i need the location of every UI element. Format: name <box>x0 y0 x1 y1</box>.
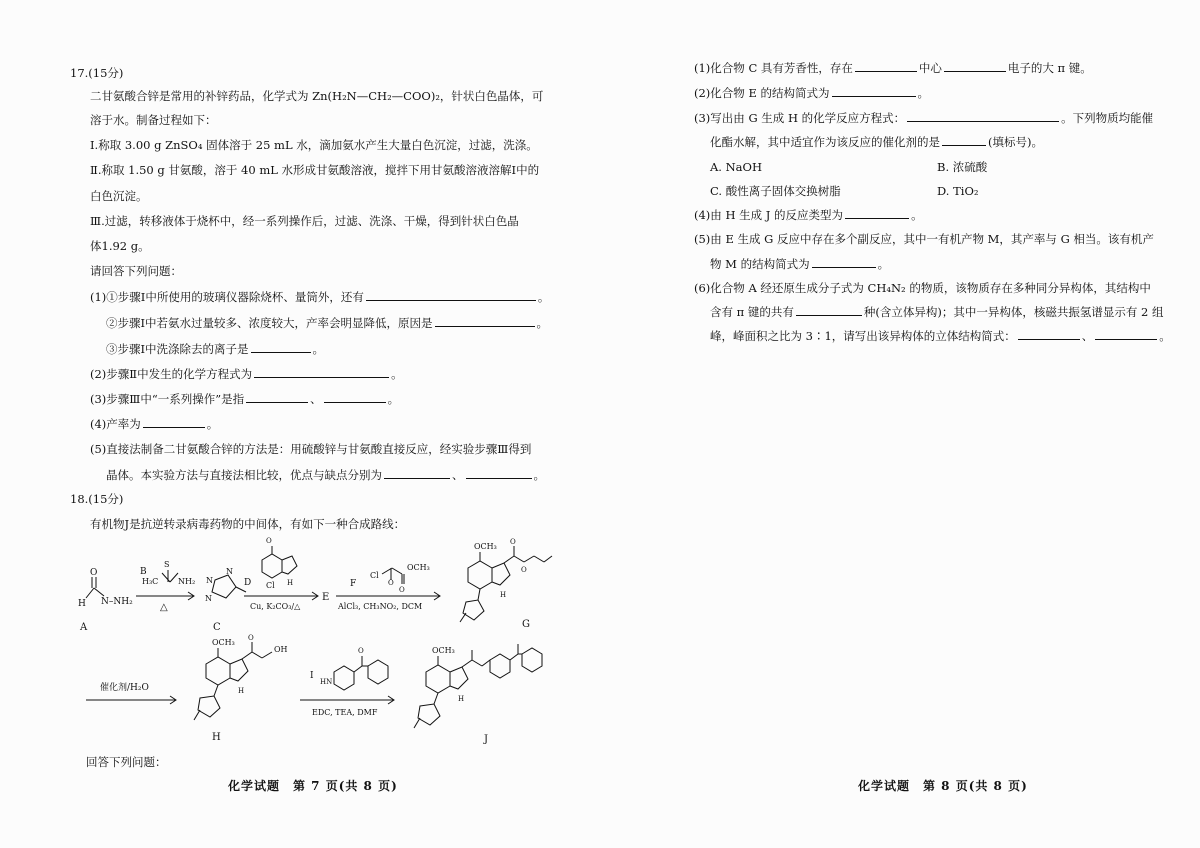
condition-cu-k2co3: Cu, K₂CO₃/△ <box>250 602 301 611</box>
q18-intro: 有机物J是抗逆转录病毒药物的中间体，有如下一种合成路线： <box>90 517 406 531</box>
atom-label: O <box>248 634 254 642</box>
q17-step-2-line-2: 白色沉淀。 <box>90 189 148 203</box>
q18-header: 18.(15分) <box>70 492 124 506</box>
atom-label: O <box>90 568 98 578</box>
q18-answer-prompt: 回答下列问题： <box>86 755 167 769</box>
label-A: A <box>80 622 88 633</box>
atom-label: N–NH₂ <box>101 597 133 607</box>
atom-label: H₃C <box>142 577 159 586</box>
q17-sub-1c: ③步骤Ⅰ中洗涤除去的离子是 。 <box>106 342 325 356</box>
label-I: I <box>310 671 314 681</box>
atom-label: HN <box>320 678 333 686</box>
atom-label: N <box>226 567 233 576</box>
condition-alcl3: AlCl₃, CH₃NO₂, DCM <box>338 602 423 611</box>
atom-label: Cl <box>266 581 275 590</box>
q17-sub-5-line-1: (5)直接法制备二甘氨酸合锌的方法是：用硫酸锌与甘氨酸直接反应，经实验步骤Ⅲ得到 <box>90 442 532 456</box>
answer-blank[interactable] <box>796 305 862 316</box>
label-H: H <box>212 732 221 743</box>
answer-blank[interactable] <box>812 257 876 268</box>
option-a: A. NaOH <box>710 160 762 174</box>
answer-blank[interactable] <box>942 135 986 146</box>
atom-label: OH <box>274 645 288 654</box>
reaction-arrow-5 <box>300 647 394 717</box>
q17-intro-1: 二甘氨酸合锌是常用的补锌药品，化学式为 Zn(H₂N—CH₂—COO)₂，针状白色晶体，可 <box>90 89 544 103</box>
page-7-footer: 化学试题 第 7 页(共 8 页) <box>228 779 398 793</box>
q17-sub-2: (2)步骤Ⅱ中发生的化学方程式为 。 <box>90 367 403 381</box>
atom-label: OCH₃ <box>407 563 430 572</box>
atom-label: H <box>500 591 507 599</box>
atom-label: H <box>287 579 294 587</box>
compound-c-structure <box>205 567 246 603</box>
atom-label: O <box>521 566 527 574</box>
compound-h-structure <box>194 634 288 720</box>
atom-label: N <box>205 594 212 603</box>
label-B: B <box>140 567 147 577</box>
label-E: E <box>322 592 330 603</box>
atom-label: OCH₃ <box>212 638 235 647</box>
reaction-arrow-3 <box>336 563 440 611</box>
q17-step-3-line-2: 体1.92 g。 <box>90 239 150 253</box>
answer-blank[interactable] <box>944 61 1006 72</box>
reaction-arrow-4 <box>86 681 176 704</box>
answer-blank[interactable] <box>845 208 909 219</box>
label-F: F <box>350 579 357 589</box>
answer-blank[interactable] <box>855 61 917 72</box>
answer-blank[interactable] <box>1095 329 1157 340</box>
answer-blank[interactable] <box>1018 329 1080 340</box>
atom-label: O <box>510 538 516 546</box>
atom-label: OCH₃ <box>474 542 497 551</box>
p8-sub-2: (2)化合物 E 的结构简式为 。 <box>694 86 929 100</box>
option-d: D. TiO₂ <box>937 184 979 198</box>
p8-sub-3-line-2: 化酯水解，其中适宜作为该反应的催化剂的是 (填标号)。 <box>710 135 1043 149</box>
q17-header: 17.(15分) <box>70 66 124 80</box>
q17-step-1: Ⅰ.称取 3.00 g ZnSO₄ 固体溶于 25 mL 水，滴加氨水产生大量白色沉淀，过滤，洗涤。 <box>90 138 538 152</box>
atom-label: H <box>238 687 245 695</box>
reaction-arrow-2 <box>244 537 318 611</box>
p8-sub-5-line-1: (5)由 E 生成 G 反应中存在多个副反应，其中一有机产物 M，其产率与 G 相当。该有机产 <box>694 232 1154 246</box>
compound-g-structure <box>460 538 552 622</box>
atom-label: N <box>206 576 213 585</box>
page-8 <box>600 0 1200 848</box>
q17-ask: 请回答下列问题： <box>90 264 182 278</box>
label-J: J <box>484 734 489 745</box>
atom-label: S <box>164 560 170 569</box>
q17-sub-5-line-2: 晶体。本实验方法与直接法相比较，优点与缺点分别为 、 。 <box>106 468 545 482</box>
atom-label: H <box>458 695 465 703</box>
reaction-arrow-1 <box>136 560 195 613</box>
answer-blank[interactable] <box>907 111 1059 122</box>
p8-sub-6-line-3: 峰，峰面积之比为 3∶1，请写出该异构体的立体结构简式： 、 。 <box>710 329 1171 343</box>
label-G: G <box>522 619 530 630</box>
p8-sub-1: (1)化合物 C 具有芳香性，存在 中心 电子的大 π 键。 <box>694 61 1092 75</box>
atom-label: O <box>266 537 272 545</box>
q17-sub-1a: (1)①步骤Ⅰ中所使用的玻璃仪器除烧杯、量筒外，还有 。 <box>90 290 550 304</box>
atom-label: NH₂ <box>178 577 196 586</box>
compound-a-structure <box>78 568 133 609</box>
atom-label: O <box>399 586 405 594</box>
q17-step-3-line-1: Ⅲ.过滤，转移液体于烧杯中，经一系列操作后，过滤、洗涤、干燥，得到针状白色晶 <box>90 214 519 228</box>
atom-label: OCH₃ <box>432 646 455 655</box>
q17-intro-2: 溶于水。制备过程如下： <box>90 113 217 127</box>
condition-edc: EDC, TEA, DMF <box>312 708 378 717</box>
option-b: B. 浓硫酸 <box>937 160 988 174</box>
p8-sub-4: (4)由 H 生成 J 的反应类型为 。 <box>694 208 923 222</box>
condition-heat: △ <box>160 602 168 613</box>
atom-label: Cl <box>370 571 379 580</box>
option-c: C. 酸性离子固体交换树脂 <box>710 184 841 198</box>
p8-sub-5-line-2: 物 M 的结构简式为 。 <box>710 257 890 271</box>
q17-sub-4: (4)产率为 。 <box>90 417 219 431</box>
p8-sub-6-line-1: (6)化合物 A 经还原生成分子式为 CH₄N₂ 的物质，该物质存在多种同分异构体，其结构中 <box>694 281 1151 295</box>
label-C: C <box>213 622 221 633</box>
condition-catalyst-water: 催化剂/H₂O <box>100 683 149 693</box>
answer-blank[interactable] <box>832 86 916 97</box>
label-D: D <box>244 578 252 588</box>
q17-step-2-line-1: Ⅱ.称取 1.50 g 甘氨酸，溶于 40 mL 水形成甘氨酸溶液，搅拌下用甘氨酸溶液溶解Ⅰ中的 <box>90 163 540 177</box>
p8-sub-3-line-1: (3)写出由 G 生成 H 的化学反应方程式： 。下列物质均能催 <box>694 111 1154 125</box>
atom-label: O <box>388 579 394 587</box>
p8-sub-6-line-2: 含有 π 键的共有 种(含立体异构)；其中一异构体，核磁共振氢谱显示有 2 组 <box>710 305 1164 319</box>
atom-label: O <box>358 647 364 655</box>
compound-j-structure <box>414 644 542 728</box>
atom-label: H <box>78 599 86 609</box>
q17-sub-3: (3)步骤Ⅲ中“一系列操作”是指 、 。 <box>90 392 400 406</box>
q17-sub-1b: ②步骤Ⅰ中若氨水过量较多、浓度较大，产率会明显降低，原因是 。 <box>106 316 549 330</box>
page-8-footer: 化学试题 第 8 页(共 8 页) <box>858 779 1028 793</box>
